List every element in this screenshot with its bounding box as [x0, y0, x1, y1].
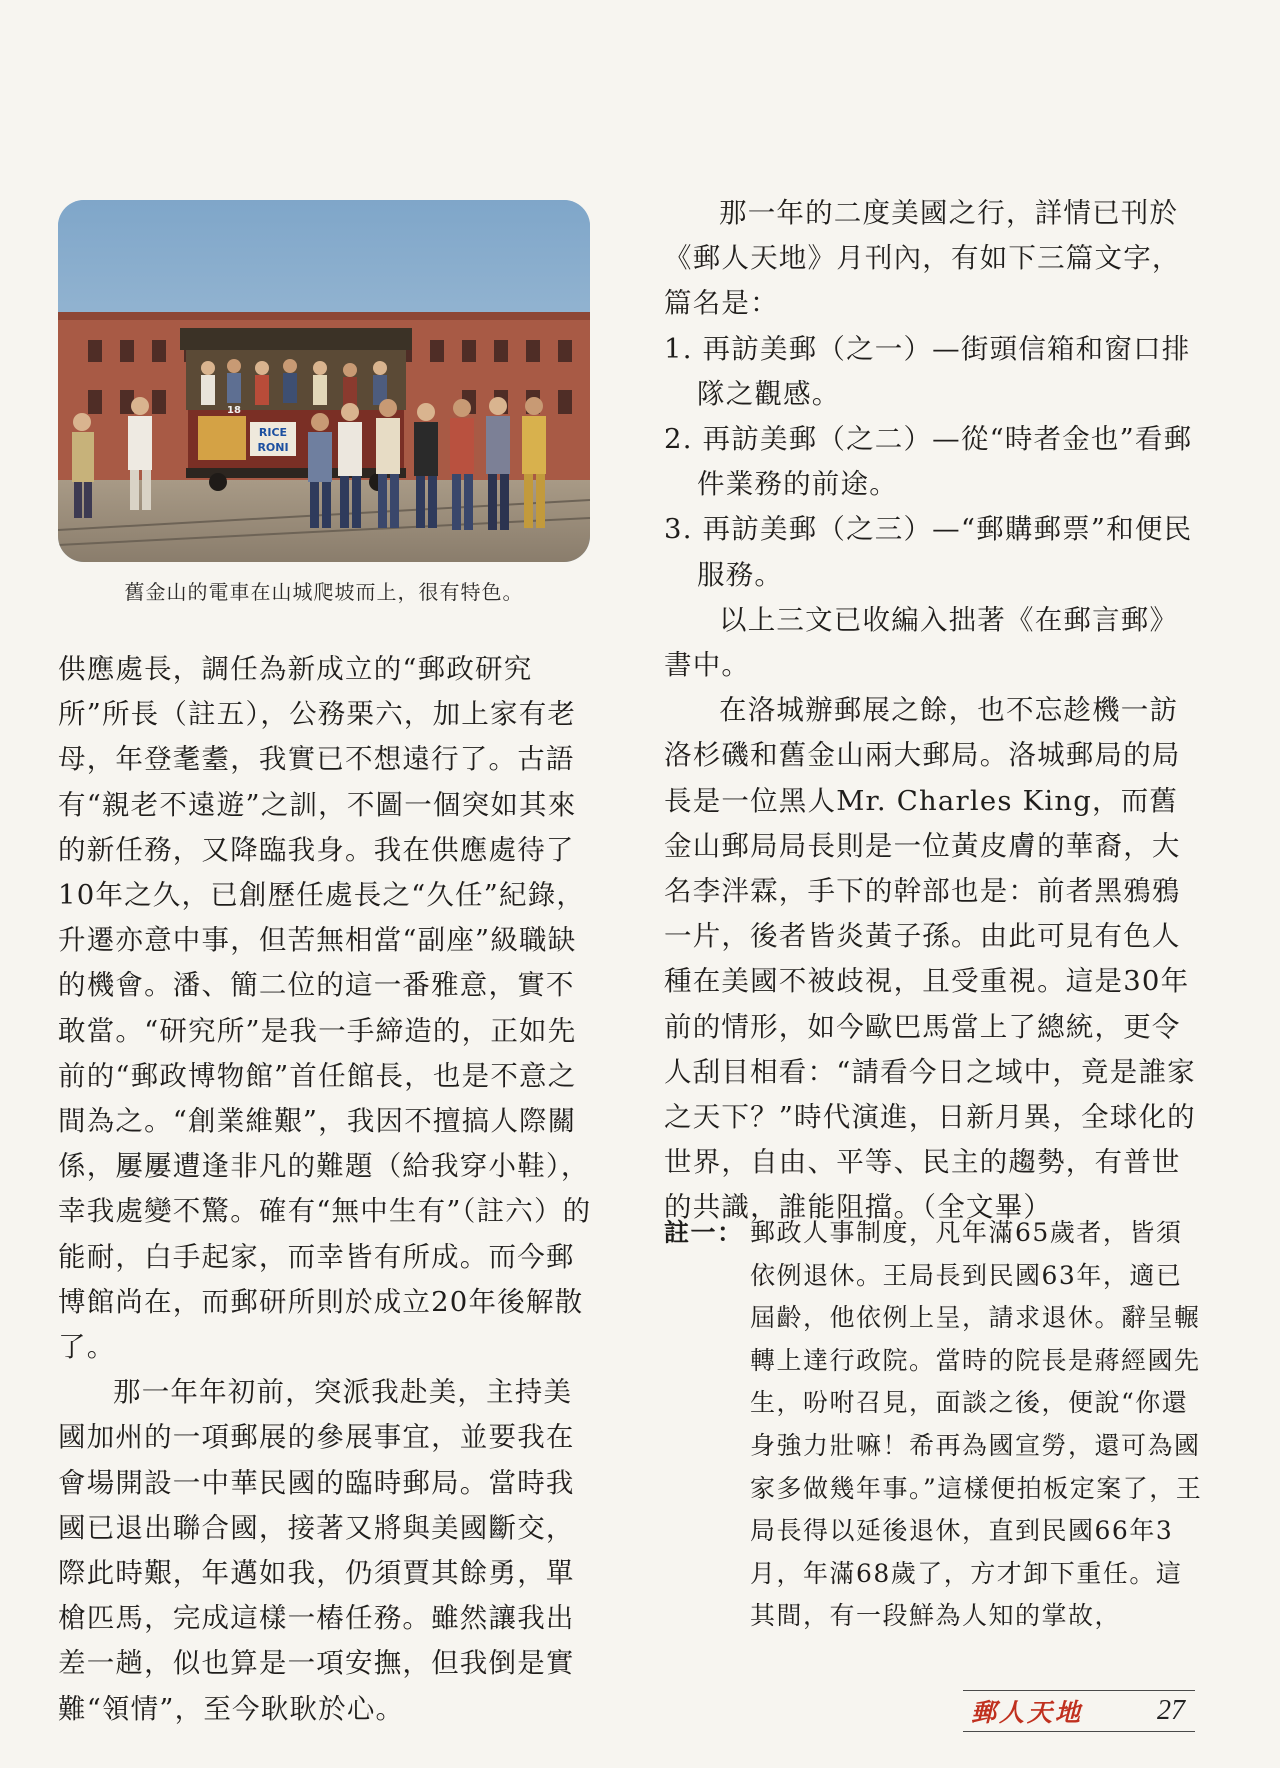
right-paragraph-3: 在洛城辦郵展之餘，也不忘趁機一訪洛杉磯和舊金山兩大郵局。洛城郵局的局長是一位黑人Mr. Charles King，而舊金山郵局局長則是一位黃皮膚的華裔，大名李泮霖，手下的幹部也是：前者黑鴉鴉一片，後者皆炎黃子孫。由此可見有色人種在美國不被歧視，且受重視。這是30年前的情形，如今歐巴馬當上了總統，更令人刮目相看：“請看今日之域中，竟是誰家之天下？”時代演進，日新月異，全球化的世界，自由、平等、民主的趨勢，有普世的共識，誰能阻擋。（全文畢） — [664, 694, 1196, 1224]
sign-line-2: RONI — [257, 441, 289, 454]
cable-car-illustration — [58, 200, 590, 562]
magazine-brand: 郵人天地 — [971, 1698, 1084, 1727]
right-paragraph-2: 以上三文已收編入拙著《在郵言郵》書中。 — [664, 603, 1179, 682]
footnote — [664, 1212, 1204, 1638]
footnote-label: 註一： — [664, 1218, 744, 1247]
car-number: 18 — [227, 405, 241, 416]
left-paragraph-1: 供應處長，調任為新成立的“郵政研究所”所長（註五），公務栗六，加上家有老母，年登耄耋，我實已不想遠行了。古語有“親老不遠遊”之訓，不圖一個突如其來的新任務，又降臨我身。我在供應處待了10年之久，已創歷任處長之“久任”紀錄，升遷亦意中事，但苦無相當“副座”級職缺的機會。潘、簡二位的這一番雅意，實不敢當。“研究所”是我一手締造的，正如先前的“郵政博物館”首任館長，也是不意之間為之。“創業維艱”，我因不擅搞人際關係，屢屢遭逢非凡的難題（給我穿小鞋），幸我處變不驚。確有“無中生有”（註六）的能耐，白手起家，而幸皆有所成。而今郵博館尚在，而郵研所則於成立20年後解散了。 — [58, 653, 592, 1364]
sign-line-1: RICE — [258, 426, 288, 439]
page-footer — [963, 1690, 1195, 1732]
left-column — [58, 647, 592, 1732]
right-column — [664, 191, 1201, 1231]
footnote-text: 郵政人事制度，凡年滿65歲者，皆須依例退休。王局長到民國63年，適已屆齡，他依例上呈，請求退休。辭呈輾轉上達行政院。當時的院長是蔣經國先生，吩咐召見，面談之後，便說“你還身強力壯嘛！希再為國宣勞，還可為國家多做幾年事。”這樣便拍板定案了，王局長得以延後退休，直到民國66年3月，年滿68歲了，方才卸下重任。這其間，有一段鮮為人知的掌故， — [750, 1218, 1203, 1631]
article-list-item-1: 1. 再訪美郵（之一）—街頭信箱和窗口排隊之觀感。 — [664, 332, 1191, 410]
photo-caption: 舊金山的電車在山城爬坡而上，很有特色。 — [124, 580, 524, 604]
page-number: 27 — [1157, 1695, 1185, 1726]
article-list-item-2: 2. 再訪美郵（之二）—從“時者金也”看郵件業務的前途。 — [664, 423, 1193, 501]
left-paragraph-2: 那一年年初前，突派我赴美，主持美國加州的一項郵展的參展事宜，並要我在會場開設一中華民國的臨時郵局。當時我國已退出聯合國，接著又將與美國斷交，際此時艱，年邁如我，仍須賈其餘勇，單槍匹馬，完成這樣一樁任務。雖然讓我出差一趟，似也算是一項安撫，但我倒是實難“領情”，至今耿耿於心。 — [58, 1376, 575, 1725]
article-list-item-3: 3. 再訪美郵（之三）—“郵購郵票”和便民服務。 — [664, 513, 1193, 591]
cable-car-photo — [58, 200, 590, 562]
right-intro-paragraph: 那一年的二度美國之行，詳情已刊於《郵人天地》月刊內，有如下三篇文字，篇名是： — [664, 197, 1181, 320]
